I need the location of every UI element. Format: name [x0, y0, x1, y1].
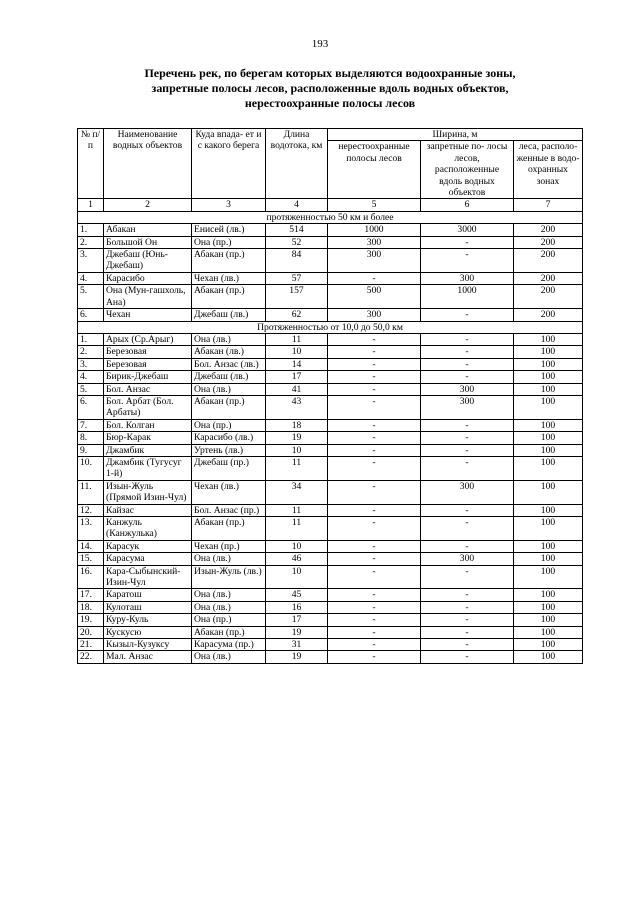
table-cell: 7.	[78, 419, 104, 431]
table-cell: -	[328, 565, 421, 589]
table-cell: 100	[514, 333, 583, 345]
table-cell: Бол. Анзас (пр.)	[192, 504, 266, 516]
table-cell: Абакан (лв.)	[192, 346, 266, 358]
table-cell: 15.	[78, 553, 104, 565]
header-protect: леса, располо- женные в водо- охранных зонах	[514, 141, 583, 199]
table-cell: 100	[514, 601, 583, 613]
table-cell: 1000	[421, 285, 514, 309]
table-row	[78, 456, 583, 480]
table-cell: 5.	[78, 383, 104, 395]
table-cell: 300	[421, 395, 514, 419]
table-cell: 3000	[421, 224, 514, 236]
table-cell: -	[328, 358, 421, 370]
table-cell: 18.	[78, 601, 104, 613]
column-number: 4	[266, 199, 328, 211]
table-cell: 17.	[78, 589, 104, 601]
table-cell: 100	[514, 639, 583, 651]
title-line-1: Перечень рек, по берегам которых выделяются водоохранные зоны,	[144, 66, 516, 80]
table-cell: 157	[266, 285, 328, 309]
table-cell: -	[421, 456, 514, 480]
table-cell: -	[328, 432, 421, 444]
table-cell: 514	[266, 224, 328, 236]
table-cell: 100	[514, 371, 583, 383]
table-cell: 100	[514, 456, 583, 480]
table-row	[78, 601, 583, 613]
table-cell: Чехан	[104, 309, 192, 321]
table-cell: 16.	[78, 565, 104, 589]
table-cell: 100	[514, 395, 583, 419]
table-row	[78, 309, 583, 321]
table-cell: Абакан (пр.)	[192, 395, 266, 419]
table-cell: 43	[266, 395, 328, 419]
table-cell: Она (Мун-гашхоль, Ана)	[104, 285, 192, 309]
table-cell: Она (лв.)	[192, 553, 266, 565]
table-cell: 17	[266, 614, 328, 626]
table-row	[78, 614, 583, 626]
table-cell: Канжуль (Канжулька)	[104, 517, 192, 541]
table-cell: 300	[421, 480, 514, 504]
table-row	[78, 333, 583, 345]
table-cell: 12.	[78, 504, 104, 516]
column-number-row	[78, 199, 583, 211]
table-cell: 11.	[78, 480, 104, 504]
table-cell: Джебаш (лв.)	[192, 371, 266, 383]
table-cell: Абакан (пр.)	[192, 249, 266, 273]
column-number: 2	[104, 199, 192, 211]
document-title	[60, 66, 600, 111]
table-cell: Кызыл-Кузуксу	[104, 639, 192, 651]
table-cell: 14.	[78, 540, 104, 552]
table-cell: 31	[266, 639, 328, 651]
table-cell: 6.	[78, 309, 104, 321]
table-cell: -	[328, 540, 421, 552]
column-number: 1	[78, 199, 104, 211]
table-cell: -	[328, 272, 421, 284]
table-cell: 13.	[78, 517, 104, 541]
table-cell: 5.	[78, 285, 104, 309]
table-cell: -	[421, 371, 514, 383]
table-cell: 18	[266, 419, 328, 431]
table-cell: Бюр-Карак	[104, 432, 192, 444]
table-cell: 200	[514, 249, 583, 273]
table-cell: Чехан (лв.)	[192, 272, 266, 284]
table-cell: 100	[514, 565, 583, 589]
table-cell: 300	[421, 553, 514, 565]
table-cell: -	[421, 358, 514, 370]
section-row	[78, 321, 583, 333]
table-cell: -	[421, 346, 514, 358]
table-cell: 11	[266, 333, 328, 345]
table-cell: 45	[266, 589, 328, 601]
table-row	[78, 236, 583, 248]
table-row	[78, 639, 583, 651]
table-row	[78, 285, 583, 309]
header-name: Наименование водных объектов	[104, 129, 192, 199]
table-cell: 200	[514, 285, 583, 309]
table-cell: Кулоташ	[104, 601, 192, 613]
table-cell: -	[328, 517, 421, 541]
table-cell: Кара-Сыбынский-Изин-Чул	[104, 565, 192, 589]
table-cell: Изын-Жуль (Прямой Изин-Чул)	[104, 480, 192, 504]
table-cell: Она (лв.)	[192, 383, 266, 395]
table-cell: 300	[328, 249, 421, 273]
table-cell: -	[421, 651, 514, 663]
table-cell: 100	[514, 358, 583, 370]
table-cell: 52	[266, 236, 328, 248]
header-forbidden: запретные по- лосы лесов, расположенные вдоль водных объектов	[421, 141, 514, 199]
table-cell: 34	[266, 480, 328, 504]
table-cell: 100	[514, 346, 583, 358]
header-mouth: Куда впада- ет и с какого берега	[192, 129, 266, 199]
table-cell: Кайзас	[104, 504, 192, 516]
table-cell: 1.	[78, 224, 104, 236]
table-cell: 100	[514, 432, 583, 444]
table-cell: Бирик-Джебаш	[104, 371, 192, 383]
table-cell: 100	[514, 504, 583, 516]
table-cell: Карасума	[104, 553, 192, 565]
table-cell: -	[421, 249, 514, 273]
table-cell: 19	[266, 626, 328, 638]
table-row	[78, 517, 583, 541]
table-cell: Абакан	[104, 224, 192, 236]
table-cell: -	[328, 456, 421, 480]
table-cell: Она (пр.)	[192, 614, 266, 626]
table-cell: 20.	[78, 626, 104, 638]
table-cell: 41	[266, 383, 328, 395]
table-cell: Бол. Анзас	[104, 383, 192, 395]
table-cell: Чехан (пр.)	[192, 540, 266, 552]
table-cell: Бол. Арбат (Бол. Арбаты)	[104, 395, 192, 419]
table-cell: 3.	[78, 249, 104, 273]
table-cell: Карасибо (лв.)	[192, 432, 266, 444]
table-cell: 2.	[78, 236, 104, 248]
table-cell: -	[328, 626, 421, 638]
table-cell: Джебаш (Юнь-Джебаш)	[104, 249, 192, 273]
section-title: протяженностью 50 км и более	[78, 211, 583, 223]
header-row-1	[78, 129, 583, 141]
table-cell: 300	[421, 383, 514, 395]
table-row	[78, 626, 583, 638]
table-cell: Каратош	[104, 589, 192, 601]
table-row	[78, 358, 583, 370]
page-number: 193	[311, 38, 329, 50]
table-row	[78, 589, 583, 601]
table-row	[78, 346, 583, 358]
table-cell: Абакан (пр.)	[192, 285, 266, 309]
table-cell: -	[421, 601, 514, 613]
table-cell: -	[421, 626, 514, 638]
table-cell: -	[421, 333, 514, 345]
table-cell: Она (лв.)	[192, 589, 266, 601]
table-cell: 100	[514, 614, 583, 626]
table-cell: 100	[514, 540, 583, 552]
table-cell: Уртень (лв.)	[192, 444, 266, 456]
table-cell: -	[328, 639, 421, 651]
table-cell: Джебаш (пр.)	[192, 456, 266, 480]
table-cell: -	[328, 383, 421, 395]
header-length: Длина водотока, км	[266, 129, 328, 199]
table-cell: -	[421, 517, 514, 541]
table-cell: 62	[266, 309, 328, 321]
table-cell: Джамбик	[104, 444, 192, 456]
table-cell: Она (пр.)	[192, 236, 266, 248]
table-cell: 17	[266, 371, 328, 383]
table-cell: Изын-Жуль (лв.)	[192, 565, 266, 589]
table-cell: 200	[514, 272, 583, 284]
table-cell: 10.	[78, 456, 104, 480]
table-cell: 8.	[78, 432, 104, 444]
table-cell: 9.	[78, 444, 104, 456]
table-cell: -	[421, 589, 514, 601]
table-header	[78, 129, 583, 212]
table-cell: Она (лв.)	[192, 601, 266, 613]
table-cell: -	[328, 395, 421, 419]
table-cell: 11	[266, 504, 328, 516]
table-cell: -	[328, 346, 421, 358]
table-cell: -	[328, 589, 421, 601]
table-cell: 19	[266, 651, 328, 663]
table-cell: 1000	[328, 224, 421, 236]
column-number: 7	[514, 199, 583, 211]
table-row	[78, 565, 583, 589]
table-cell: 100	[514, 419, 583, 431]
table-cell: -	[421, 565, 514, 589]
table-cell: Абакан (пр.)	[192, 626, 266, 638]
table-cell: Джамбик (Тугусуг 1-й)	[104, 456, 192, 480]
table-cell: 100	[514, 383, 583, 395]
table-cell: Бол. Колган	[104, 419, 192, 431]
table-cell: 57	[266, 272, 328, 284]
table-cell: 2.	[78, 346, 104, 358]
header-no: № п/п	[78, 129, 104, 199]
table-cell: Абакан (пр.)	[192, 517, 266, 541]
table-cell: 4.	[78, 272, 104, 284]
table-cell: -	[421, 309, 514, 321]
column-number: 3	[192, 199, 266, 211]
table-cell: 11	[266, 456, 328, 480]
table-cell: -	[421, 236, 514, 248]
column-number: 5	[328, 199, 421, 211]
table-cell: 19	[266, 432, 328, 444]
table-cell: 6.	[78, 395, 104, 419]
table-cell: 11	[266, 517, 328, 541]
header-width-group: Ширина, м	[328, 129, 583, 141]
table-row	[78, 540, 583, 552]
table-cell: 100	[514, 651, 583, 663]
table-cell: 200	[514, 236, 583, 248]
table-row	[78, 444, 583, 456]
table-cell: Куру-Куль	[104, 614, 192, 626]
table-cell: -	[421, 432, 514, 444]
table-cell: 200	[514, 309, 583, 321]
table-cell: 10	[266, 444, 328, 456]
table-cell: 4.	[78, 371, 104, 383]
table-row	[78, 395, 583, 419]
table-row	[78, 249, 583, 273]
table-cell: Енисей (лв.)	[192, 224, 266, 236]
table-cell: -	[421, 504, 514, 516]
table-cell: 1.	[78, 333, 104, 345]
table-cell: -	[421, 639, 514, 651]
table-cell: 200	[514, 224, 583, 236]
table-cell: 100	[514, 517, 583, 541]
table-row	[78, 651, 583, 663]
table-row	[78, 480, 583, 504]
table-row	[78, 224, 583, 236]
table-cell: 3.	[78, 358, 104, 370]
table-cell: 22.	[78, 651, 104, 663]
header-spawn: нерестоохранные полосы лесов	[328, 141, 421, 199]
section-row	[78, 211, 583, 223]
table-cell: 300	[421, 272, 514, 284]
table-row	[78, 371, 583, 383]
table-cell: Бол. Анзас (лв.)	[192, 358, 266, 370]
table-cell: 16	[266, 601, 328, 613]
title-line-3: нерестоохранные полосы лесов	[244, 96, 416, 110]
table-cell: 19.	[78, 614, 104, 626]
table-cell: -	[328, 553, 421, 565]
table-cell: 300	[328, 236, 421, 248]
table-cell: 84	[266, 249, 328, 273]
table-cell: -	[421, 540, 514, 552]
table-cell: Березовая	[104, 346, 192, 358]
table-row	[78, 504, 583, 516]
table-cell: Чехан (лв.)	[192, 480, 266, 504]
table-cell: 46	[266, 553, 328, 565]
table-cell: 100	[514, 480, 583, 504]
rivers-table	[77, 128, 583, 664]
column-number: 6	[421, 199, 514, 211]
title-line-2: запретные полосы лесов, расположенные вдоль водных объектов,	[151, 81, 509, 95]
table-body	[78, 211, 583, 663]
table-row	[78, 419, 583, 431]
table-row	[78, 553, 583, 565]
table-cell: Карасибо	[104, 272, 192, 284]
table-cell: Она (лв.)	[192, 333, 266, 345]
table-cell: Кускусю	[104, 626, 192, 638]
table-cell: Березовая	[104, 358, 192, 370]
table-cell: -	[421, 419, 514, 431]
table-cell: 100	[514, 626, 583, 638]
table-row	[78, 383, 583, 395]
table-row	[78, 432, 583, 444]
table-cell: Карасума (пр.)	[192, 639, 266, 651]
table-cell: Она (пр.)	[192, 419, 266, 431]
table-cell: -	[328, 333, 421, 345]
table-cell: 14	[266, 358, 328, 370]
table-cell: 100	[514, 444, 583, 456]
table-cell: 10	[266, 565, 328, 589]
table-cell: Мал. Анзас	[104, 651, 192, 663]
section-title: Протяженностью от 10,0 до 50,0 км	[78, 321, 583, 333]
table-cell: Карасук	[104, 540, 192, 552]
table-cell: -	[328, 651, 421, 663]
table-cell: -	[421, 444, 514, 456]
table-cell: -	[328, 444, 421, 456]
table-cell: -	[328, 601, 421, 613]
table-cell: 100	[514, 589, 583, 601]
table-cell: 10	[266, 346, 328, 358]
table-cell: -	[421, 614, 514, 626]
table-cell: Арых (Ср.Арыг)	[104, 333, 192, 345]
table-cell: Джебаш (лв.)	[192, 309, 266, 321]
table-cell: -	[328, 504, 421, 516]
table-cell: 100	[514, 553, 583, 565]
table-cell: -	[328, 371, 421, 383]
table-cell: Она (лв.)	[192, 651, 266, 663]
table-cell: 21.	[78, 639, 104, 651]
table-cell: Большой Он	[104, 236, 192, 248]
table-cell: -	[328, 614, 421, 626]
table-cell: -	[328, 480, 421, 504]
table-cell: 500	[328, 285, 421, 309]
table-cell: -	[328, 419, 421, 431]
table-cell: 10	[266, 540, 328, 552]
table-row	[78, 272, 583, 284]
table-cell: 300	[328, 309, 421, 321]
